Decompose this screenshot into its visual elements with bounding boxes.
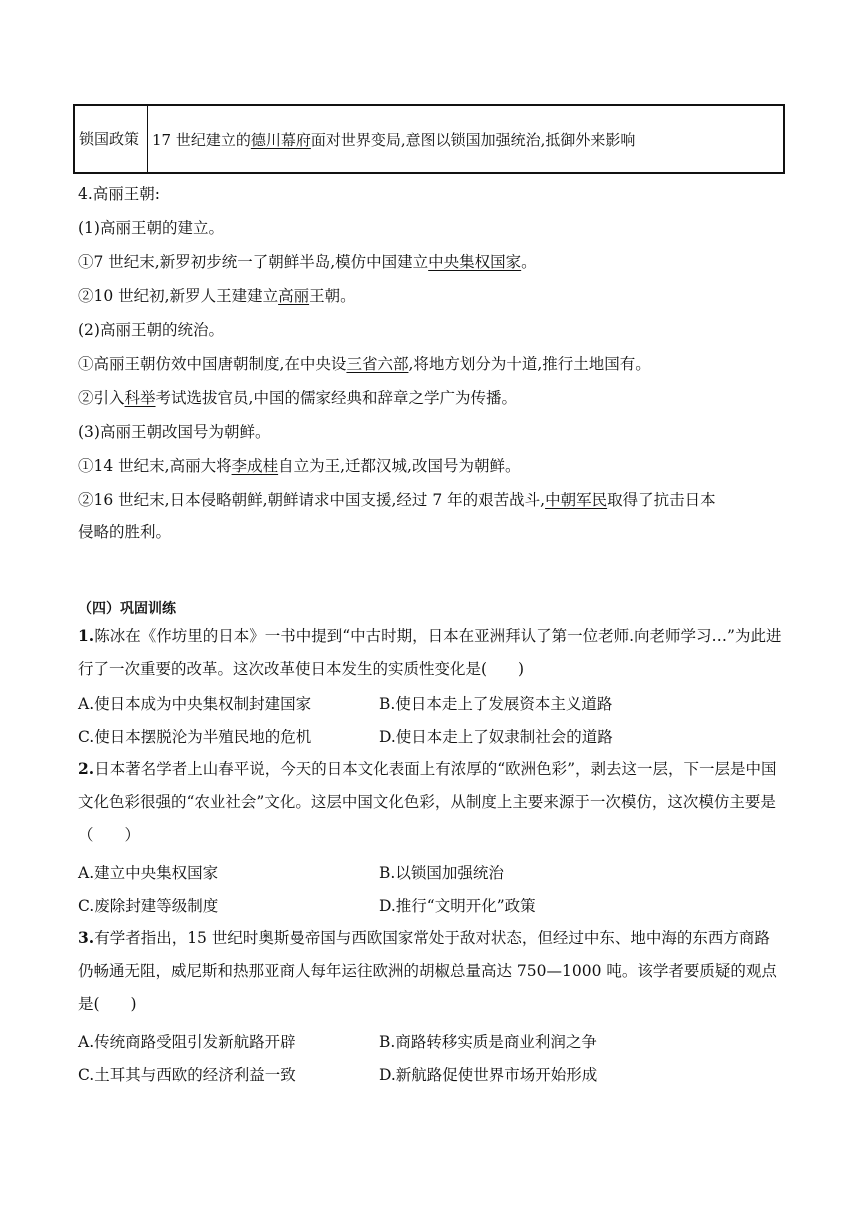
question-text: 日本著名学者上山春平说，今天的日本文化表面上有浓厚的“欧洲色彩”，剥去这一层，下一层是中国文化色彩很强的“农业社会”文化。这层中国文化色彩，从制度上主要来源于一次模仿，这次模仿主要是（ ） [78,760,777,844]
option-b: B.以锁国加强统治 [379,864,504,882]
paragraph [78,388,517,408]
text: 王朝。 [309,287,356,305]
desc-text: 面对世界变局,意图以锁国加强统治,抵御外来影响 [310,130,636,149]
practice-heading: （四）巩固训练 [78,601,176,617]
option-c: C.废除封建等级制度 [78,897,219,915]
underlined-term: 三省六部 [346,355,409,373]
policy-label-cell: 锁国政策 [74,105,148,173]
text: ①7 世纪末,新罗初步统一了朝鲜半岛,模仿中国建立 [78,253,429,271]
subheading: (3)高丽王朝改国号为朝鲜。 [78,423,271,441]
question-text: 陈冰在《作坊里的日本》一书中提到“中古时期，日本在亚洲拜认了第一位老师.向老师学习…”为此进行了一次重要的改革。这次改革使日本发生的实质性变化是( ) [78,627,782,678]
section-title: 4.高丽王朝: [78,185,161,203]
question-3 [78,921,783,1021]
subheading: (2)高丽王朝的统治。 [78,321,224,339]
paragraph [78,354,651,374]
question-number: 3. [78,928,95,947]
paragraph [78,252,537,272]
text: ②16 世纪末,日本侵略朝鲜,朝鲜请求中国支援,经过 7 年的艰苦战斗, [78,491,546,509]
text: ①14 世纪末,高丽大将 [78,457,232,475]
desc-text: 17 世纪建立的 [152,130,251,149]
option-d: D.使日本走上了奴隶制社会的道路 [379,728,613,746]
text: ②引入 [78,389,125,407]
paragraph [78,456,520,476]
text: 自立为王,迁都汉城,改国号为朝鲜。 [278,457,521,475]
option-c: C.土耳其与西欧的经济利益一致 [78,1066,296,1084]
table-row [74,105,784,173]
option-c: C.使日本摆脱沦为半殖民地的危机 [78,728,312,746]
text: ①高丽王朝仿效中国唐朝制度,在中央设 [78,355,347,373]
paragraph [78,490,716,510]
underlined-term: 高丽 [278,287,310,305]
text: 取得了抗击日本 [607,491,716,509]
policy-table [73,104,785,174]
paragraph: 侵略的胜利。 [78,523,172,541]
paragraph [78,286,356,306]
underlined-term: 中朝军民 [545,491,608,509]
question-2 [78,752,783,852]
policy-desc-cell [148,105,785,173]
question-1 [78,619,783,686]
text: 。 [521,253,537,271]
option-b: B.商路转移实质是商业利润之争 [379,1033,597,1051]
option-d: D.推行“文明开化”政策 [379,897,536,915]
question-text: 有学者指出，15 世纪时奥斯曼帝国与西欧国家常处于敌对状态，但经过中东、地中海的东西方商路仍畅通无阻，威尼斯和热那亚商人每年运往欧洲的胡椒总量高达 750—1000 吨。该学者要质疑的观点是( ) [78,929,777,1013]
underlined-term: 德川幕府 [250,130,311,149]
underlined-term: 科举 [124,389,156,407]
question-number: 1. [78,626,95,645]
option-a: A.建立中央集权国家 [78,864,219,882]
question-number: 2. [78,759,95,778]
option-d: D.新航路促使世界市场开始形成 [379,1066,598,1084]
text: 考试选拔官员,中国的儒家经典和辞章之学广为传播。 [155,389,517,407]
option-a: A.使日本成为中央集权制封建国家 [78,695,312,713]
option-a: A.传统商路受阻引发新航路开辟 [78,1033,296,1051]
text: ,将地方划分为十道,推行土地国有。 [408,355,651,373]
subheading: (1)高丽王朝的建立。 [78,219,224,237]
text: ②10 世纪初,新罗人王建建立 [78,287,279,305]
option-b: B.使日本走上了发展资本主义道路 [379,695,613,713]
underlined-term: 李成桂 [231,457,279,475]
underlined-term: 中央集权国家 [428,253,522,271]
